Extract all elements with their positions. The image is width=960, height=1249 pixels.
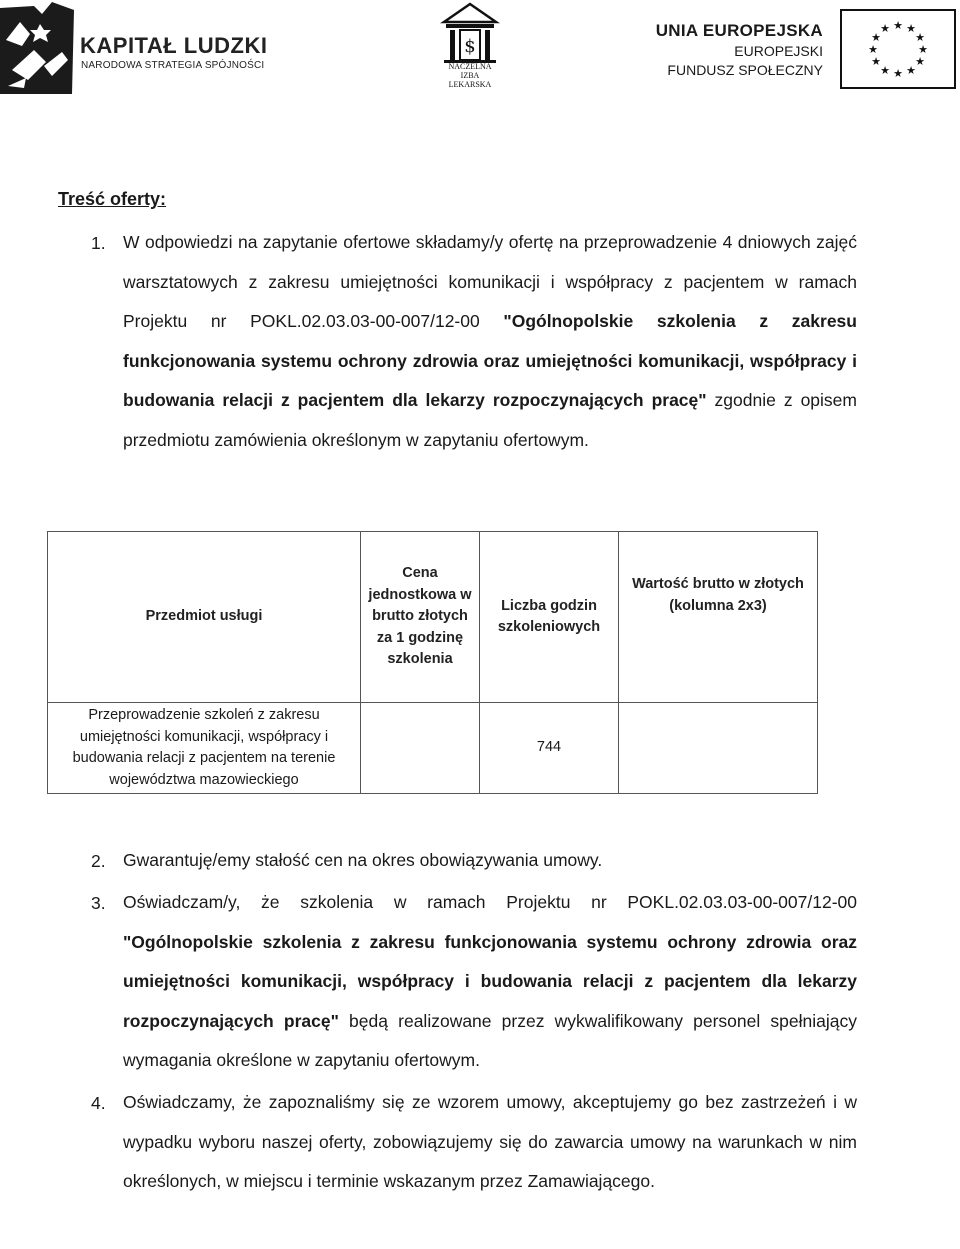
table-row xyxy=(48,703,818,794)
svg-text:★: ★ xyxy=(906,22,916,35)
svg-text:★: ★ xyxy=(915,31,925,44)
item3-text-before: Oświadczam/y, że szkolenia w ramach Projektu nr POKL.02.03.03-00-007/12-00 xyxy=(123,892,857,912)
svg-text:★: ★ xyxy=(893,19,903,32)
svg-text:★: ★ xyxy=(918,43,928,56)
nil-line2: IZBA LEKARSKA xyxy=(448,71,492,89)
cell-value[interactable] xyxy=(619,703,818,794)
item1-text-bold: "Ogólnopolskie szkolenia z zakresu funkcjonowania systemu ochrony zdrowia oraz umiejętności komunikacji, współpracy i budowania relacji z pacjentem dla lekarzy rozpoczynających pracę" xyxy=(123,311,857,410)
kapital-ludzki-logo xyxy=(0,0,280,96)
eu-title: UNIA EUROPEJSKA xyxy=(655,21,823,40)
naczelna-izba-lekarska-logo xyxy=(440,0,500,89)
svg-text:★: ★ xyxy=(906,64,916,77)
svg-text:★: ★ xyxy=(880,64,890,77)
item3-text-after: będą realizowane przez wykwalifikowany personel spełniający wymagania określone w zapytaniu ofertowym. xyxy=(123,1010,857,1070)
svg-text:$: $ xyxy=(464,36,476,57)
eu-flag-icon xyxy=(840,9,956,89)
section-title: Treść oferty: xyxy=(58,189,167,209)
offer-table xyxy=(47,531,818,794)
header-logos xyxy=(0,0,960,100)
item1-paragraph xyxy=(123,223,857,460)
item1-number: 1. xyxy=(91,233,106,253)
kapital-ludzki-title: KAPITAŁ LUDZKI xyxy=(80,33,268,58)
svg-text:★: ★ xyxy=(915,55,925,68)
nil-line1: NACZELNA xyxy=(448,62,492,71)
cell-hours: 744 xyxy=(480,703,619,794)
header-subject: Przedmiot usługi xyxy=(48,532,361,703)
item1-text-after: zgodnie z opisem przedmiotu zamówienia określonym w zapytaniu ofertowym. xyxy=(123,390,857,450)
item4-number: 4. xyxy=(91,1093,106,1113)
table-header-row xyxy=(48,532,818,703)
eu-fund-line1: EUROPEJSKI xyxy=(734,43,823,59)
svg-text:★: ★ xyxy=(868,43,878,56)
item1-text-before: W odpowiedzi na zapytanie ofertowe składamy/y ofertę na przeprowadzenie 4 dniowych zajęć warsztatowych z zakresu umiejętności komunikacji i współpracy z pacjentem w ramach Projektu nr POKL.02.03.03-00-007/12-00 xyxy=(123,232,857,331)
item2-number: 2. xyxy=(91,851,106,871)
svg-text:★: ★ xyxy=(893,67,903,80)
item2-paragraph: Gwarantuję/emy stałość cen na okres obowiązywania umowy. xyxy=(123,850,603,870)
eu-text-block xyxy=(656,20,823,80)
header-hours: Liczba godzin szkoleniowych xyxy=(480,532,619,703)
item3-text-bold: "Ogólnopolskie szkolenia z zakresu funkcjonowania systemu ochrony zdrowia oraz umiejętności komunikacji, współpracy i budowania relacji z pacjentem dla lekarzy rozpoczynających pracę" xyxy=(123,931,857,1031)
item3-number: 3. xyxy=(91,893,106,913)
item3-paragraph xyxy=(123,883,857,1081)
kapital-ludzki-subtitle: NARODOWA STRATEGIA SPÓJNOŚCI xyxy=(81,60,265,71)
svg-text:★: ★ xyxy=(871,31,881,44)
kapital-ludzki-emblem-icon xyxy=(0,0,76,96)
cell-subject: Przeprowadzenie szkoleń z zakresu umiejętności komunikacji, współpracy i budowania relacji z pacjentem na terenie województwa mazowieckiego xyxy=(48,703,361,794)
cell-price[interactable] xyxy=(361,703,480,794)
svg-text:★: ★ xyxy=(880,22,890,35)
item4-paragraph: Oświadczamy, że zapoznaliśmy się ze wzorem umowy, akceptujemy go bez zastrzeżeń i w wypadku wyboru naszej oferty, zobowiązujemy się do zawarcia umowy na warunkach w nim określonych, w miejscu i terminie wskazanym przez Zamawiającego. xyxy=(123,1092,857,1191)
eu-fund-line2: FUNDUSZ SPOŁECZNY xyxy=(667,62,823,78)
header-value: Wartość brutto w złotych (kolumna 2x3) xyxy=(619,532,818,703)
svg-text:★: ★ xyxy=(871,55,881,68)
header-price: Cena jednostkowa w brutto złotych za 1 godzinę szkolenia xyxy=(361,532,480,703)
